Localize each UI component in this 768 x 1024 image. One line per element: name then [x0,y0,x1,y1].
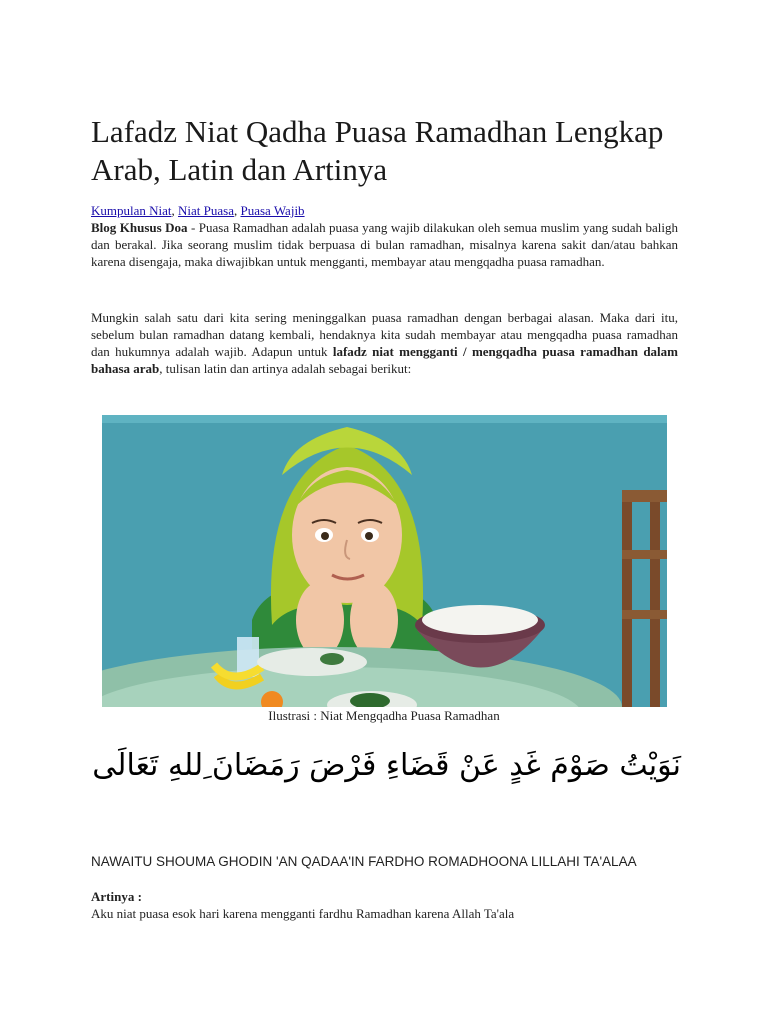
label-link-niat-puasa[interactable]: Niat Puasa [178,203,234,218]
artinya-text: Aku niat puasa esok hari karena mengganti fardhu Ramadhan karena Allah Ta'ala [91,906,515,921]
latin-transliteration: NAWAITU SHOUMA GHODIN 'AN QADAA'IN FARDHO ROMADHOONA LILLAHI TA'ALAA [91,854,637,869]
second-text-after: , tulisan latin dan artinya adalah sebagai berikut: [159,361,412,376]
illustration-image [102,415,667,707]
label-link-kumpulan-niat[interactable]: Kumpulan Niat [91,203,172,218]
second-text-before: Mungkin salah satu dari kita sering meninggalkan puasa ramadhan dengan berbagai alasan. Maka dari itu, sebelum bulan ramadhan datang kembali, hendaknya kita sudah membayar atau mengqadha puasa ramadhan dan hukumnya adalah wajib. Adapun untuk [91,310,678,359]
article-title: Lafadz Niat Qadha Puasa Ramadhan Lengkap Arab, Latin dan Artinya [91,114,664,187]
image-caption: Ilustrasi : Niat Mengqadha Puasa Ramadhan [268,708,500,723]
second-text-bold: lafadz niat mengganti / mengqadha puasa ramadhan dalam bahasa arab [91,344,678,376]
label-links [91,202,305,219]
second-paragraph [91,309,678,377]
praying-girl-illustration [102,415,667,707]
intro-text: - Puasa Ramadhan adalah puasa yang wajib dilakukan oleh semua muslim yang sudah baligh dan berakal. Jika seorang muslim tidak berpuasa di bulan ramadhan, misalnya karena sakit dan/atau bahkan karena disengaja, maka diwajibkan untuk mengganti, membayar atau mengqadha puasa ramadhan. [91,220,678,269]
label-separator: , [171,203,179,218]
blog-name: Blog Khusus Doa [91,220,188,235]
label-link-puasa-wajib[interactable]: Puasa Wajib [240,203,305,218]
arabic-niat: نَوَيْتُ صَوْمَ غَدٍ عَنْ قَضَاءِ فَرْضَ رَمَضَانَ ِللهِ تَعَالَى [92,748,681,783]
intro-paragraph [91,219,678,270]
label-separator: , [233,203,241,218]
artinya-heading: Artinya : [91,889,142,904]
